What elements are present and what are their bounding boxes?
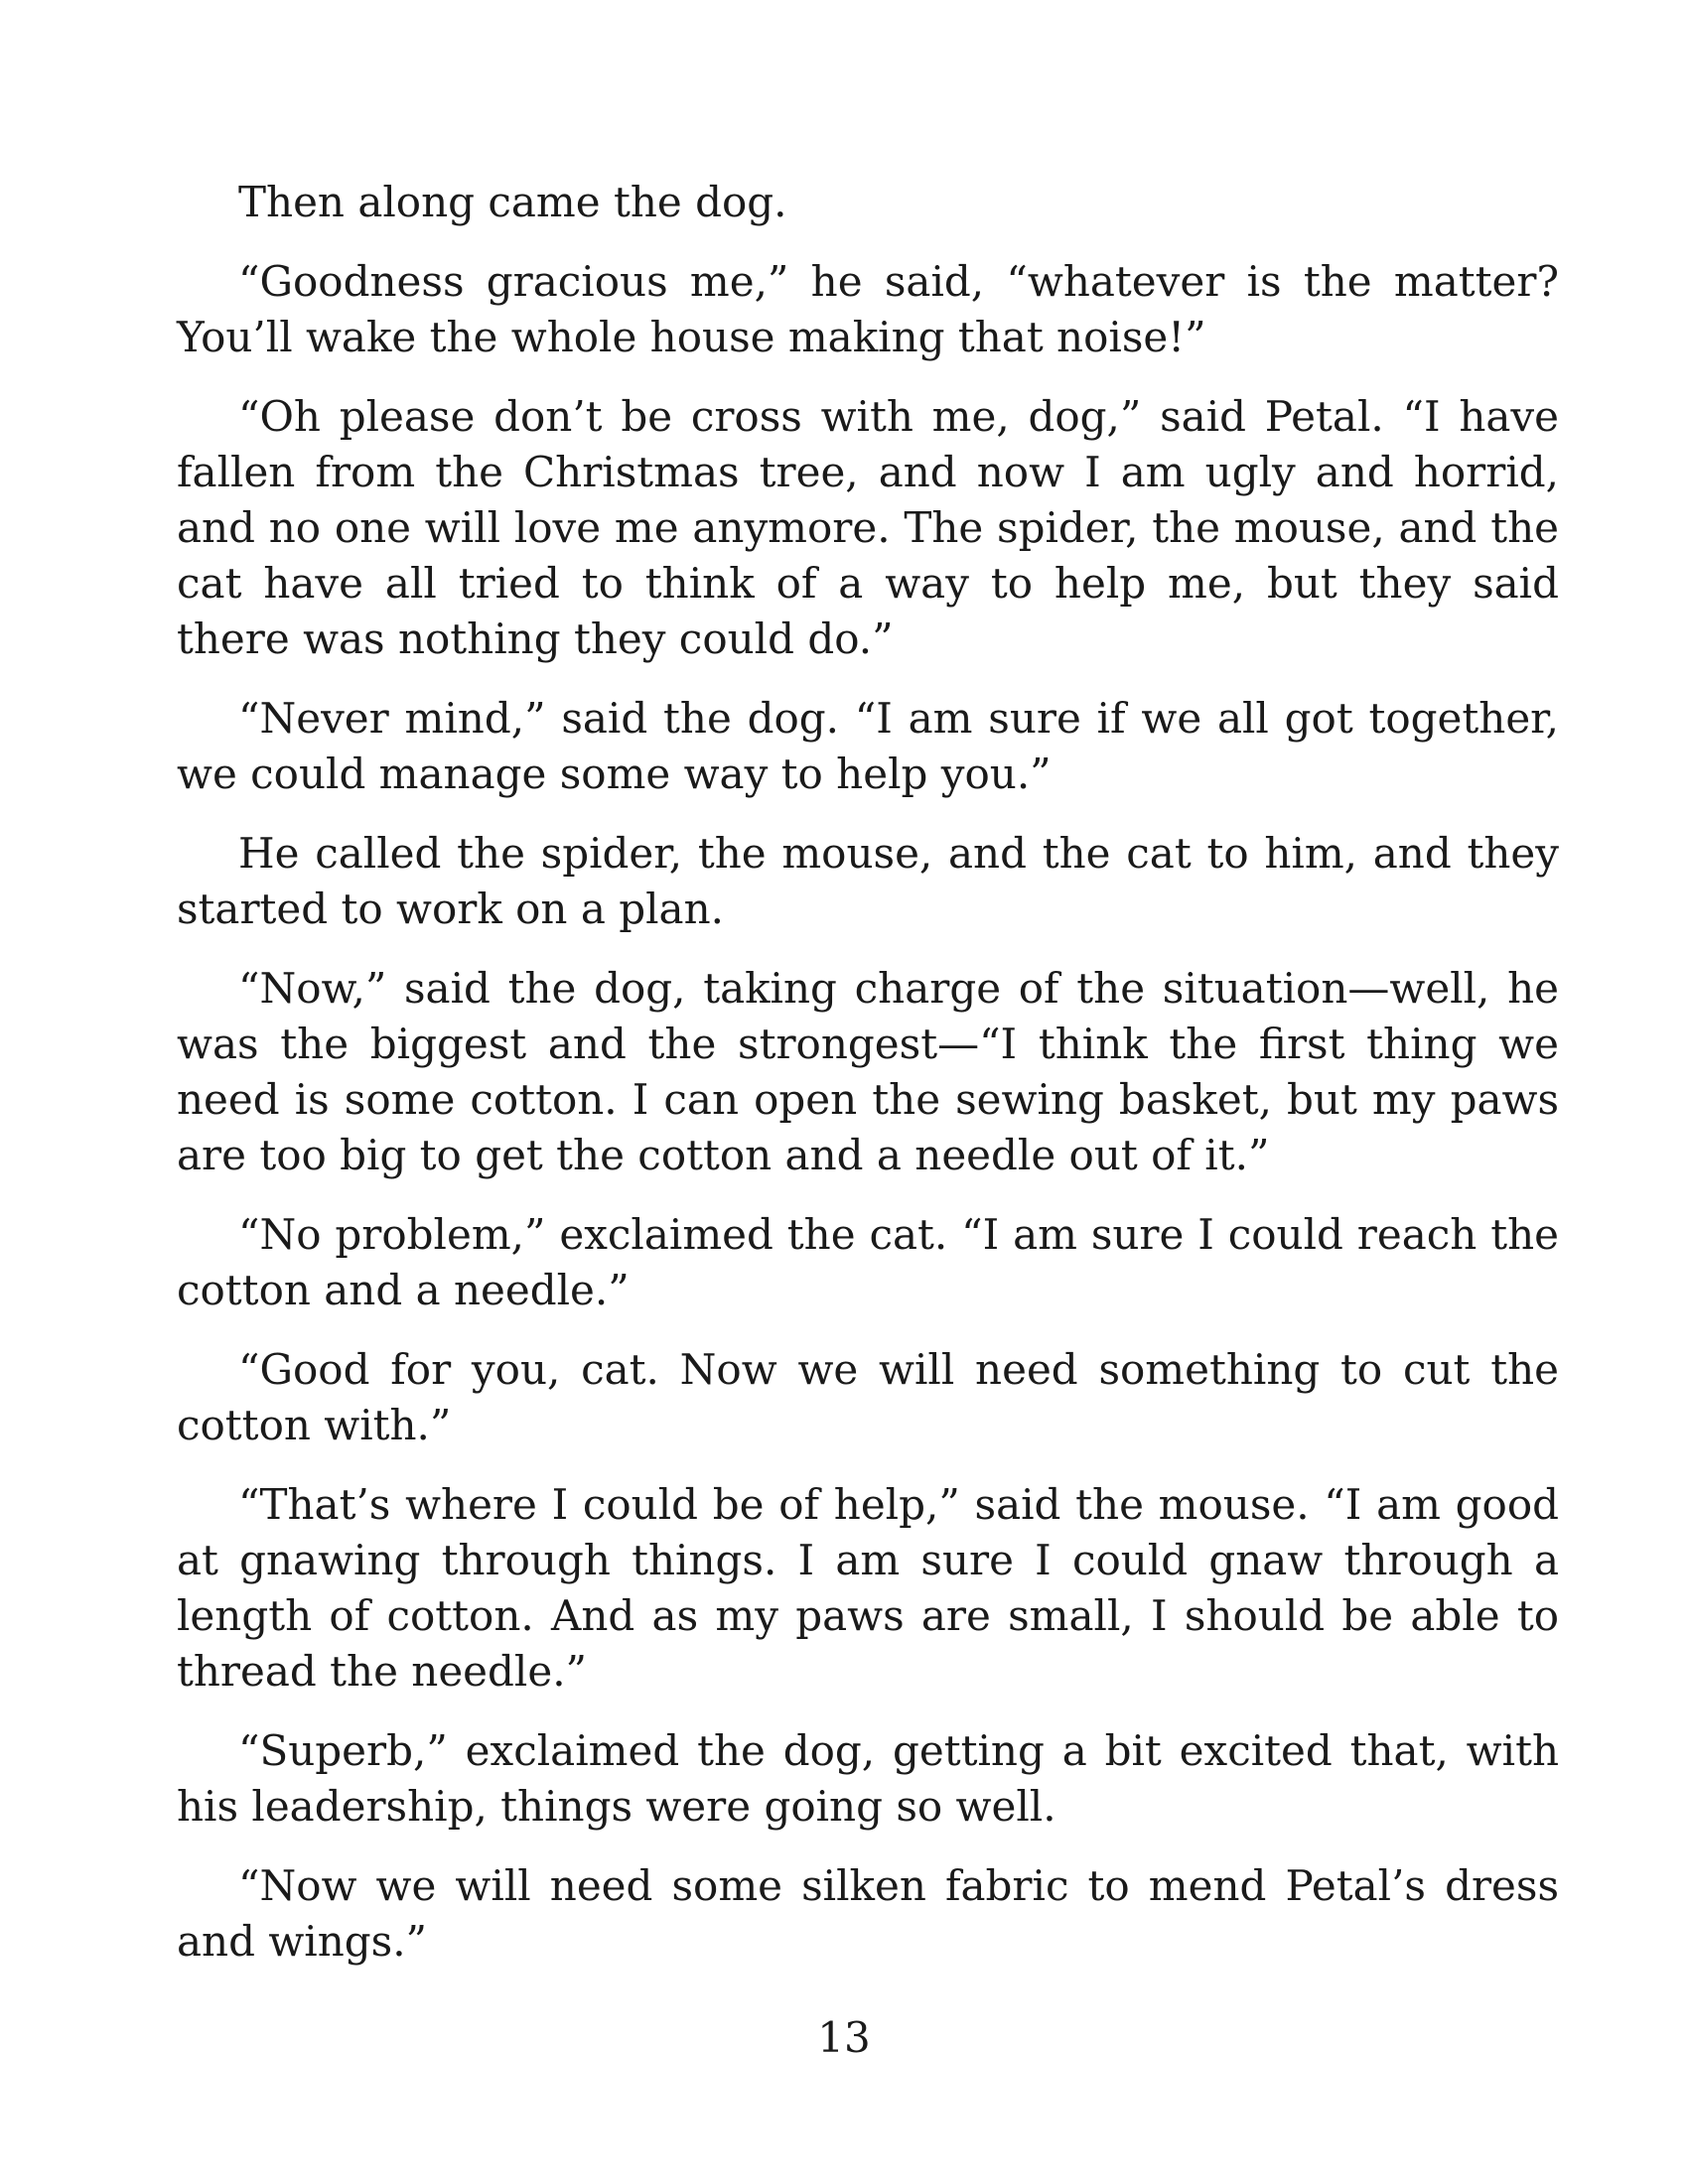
page-number: 13 xyxy=(817,2013,871,2062)
paragraph-8: “Good for you, cat. Now we will need something to cut the cotton with.” xyxy=(177,1345,1559,1449)
paragraph-5: He called the spider, the mouse, and the cat to him, and they started to work on a plan. xyxy=(177,829,1559,933)
paragraph-1: Then along came the dog. xyxy=(238,178,787,226)
paragraph-10: “Superb,” exclaimed the dog, getting a bit excited that, with his leadership, things were going so well. xyxy=(177,1726,1559,1831)
paragraph-7: “No problem,” exclaimed the cat. “I am sure I could reach the cotton and a needle.” xyxy=(177,1210,1559,1314)
paragraph-3: “Oh please don’t be cross with me, dog,” said Petal. “I have fallen from the Christmas tree, and now I am ugly and horrid, and no one will love me anymore. The spider, the mouse, and the cat have all tried to think of a way to help me, but they said there was nothing they could do.” xyxy=(177,392,1559,663)
paragraph-4: “Never mind,” said the dog. “I am sure if we all got together, we could manage some way to help you.” xyxy=(177,694,1559,798)
paragraph-2: “Goodness gracious me,” he said, “whatever is the matter? You’ll wake the whole house making that noise!” xyxy=(177,257,1559,361)
paragraph-9: “That’s where I could be of help,” said the mouse. “I am good at gnawing through things. I am sure I could gnaw through a length of cotton. And as my paws are small, I should be able to thread the needle.” xyxy=(177,1480,1559,1696)
paragraph-6: “Now,” said the dog, taking charge of the situation—well, he was the biggest and the strongest—“I think the first thing we need is some cotton. I can open the sewing basket, but my paws are too big to get the cotton and a needle out of it.” xyxy=(177,964,1559,1179)
paragraph-11: “Now we will need some silken fabric to mend Petal’s dress and wings.” xyxy=(177,1861,1559,1966)
story-text xyxy=(177,175,1559,1993)
